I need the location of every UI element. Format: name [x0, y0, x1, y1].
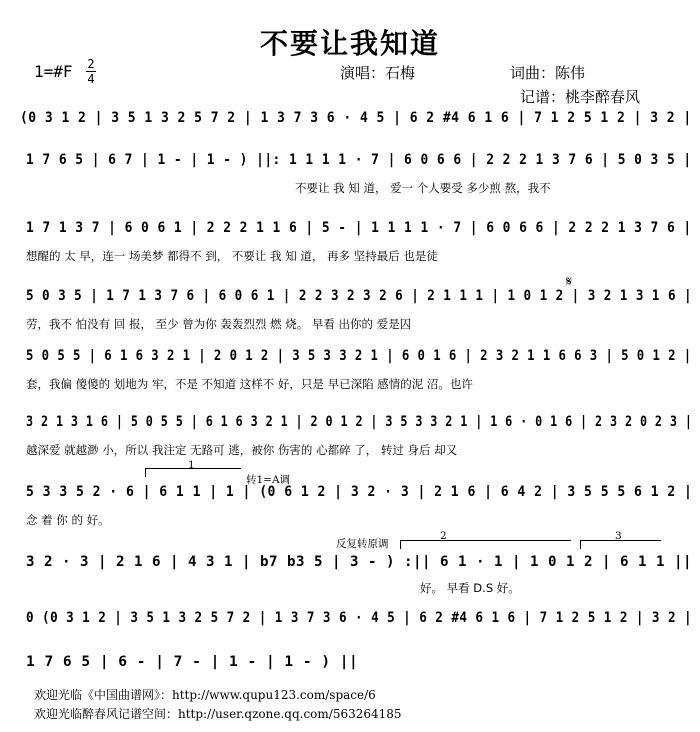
modulation-marker: 转1=A调 [246, 474, 291, 486]
footer-link-qupu[interactable]: 欢迎光临《中国曲谱网》：http://www.qupu123.com/space/6 [34, 688, 376, 702]
lyrics-row-6: 越深爱 就越渺 小，所以 我注定 无路可 逃，被你 伤害的 心都碎 了， 转过 身后 却又 [26, 443, 458, 457]
lyrics-row-5: 套，我偏 傻傻的 划地为 牢，不是 不知道 这样不 好，只是 早已深陷 感情的泥 沼。也许 [26, 377, 473, 391]
score-row-4: 5 0 3 5 | 1 7 1 3 7 6 | 6 0 6 1 | 2 2 3 2 3 2 6 | 2 1 1 1 | 1 0 1 2 | 3 2 1 3 1 6 | [26, 288, 693, 304]
score-row-3: 1 7 1 3 7 | 6 0 6 1 | 2 2 2 1 1 6 | 5 - | 1 1 1 1 · 7 | 6 0 6 6 | 2 2 2 1 3 7 6 | [26, 220, 692, 236]
lyrics-row-3: 想醒的 太 早，连一 场美梦 都得不 到， 不要让 我 知 道， 再多 坚持最后 也是徒 [26, 249, 438, 263]
return-original-key-marker: 反复转原调 [336, 538, 389, 550]
composer-credit: 词曲：陈伟 [510, 64, 586, 82]
lyrics-row-7: 念 着 你 的 好。 [26, 513, 110, 527]
score-row-6: 3 2 1 3 1 6 | 5 0 5 5 | 6 1 6 3 2 1 | 2 0 1 2 | 3 5 3 3 2 1 | 1 6 · 0 1 6 | 2 3 2 0 2 3 | [26, 414, 693, 430]
footer-link-qzone[interactable]: 欢迎光临醉春风记谱空间：http://user.qzone.qq.com/563264185 [34, 707, 402, 721]
volta-number-3: 3 [615, 530, 622, 542]
lyrics-row-8: 好。 早看 D.S 好。 [420, 581, 520, 595]
volta-bracket-2 [400, 540, 571, 549]
score-row-5: 5 0 5 5 | 6 1 6 3 2 1 | 2 0 1 2 | 3 5 3 3 2 1 | 6 0 1 6 | 2 3 2 1 1 6 6 3 | 5 0 1 2 | [26, 348, 692, 364]
lyrics-row-2: 不要让 我 知 道， 爱一 个人要受 多少煎 熬，我不 [295, 181, 551, 195]
singer-credit: 演唱：石梅 [340, 64, 416, 82]
volta-number-2: 2 [440, 530, 447, 542]
score-row-10: 1 7 6 5 | 6 - | 7 - | 1 - | 1 - ) || [26, 654, 359, 670]
score-row-9: 0 (0 3 1 2 | 3 5 1 3 2 5 7 2 | 1 3 7 3 6 · 4 5 | 6 2 #4 6 1 6 | 7 1 2 5 1 2 | 3 2 | [26, 610, 693, 626]
score-row-1: (0 3 1 2 | 3 5 1 3 2 5 7 2 | 1 3 7 3 6 · 4 5 | 6 2 #4 6 1 6 | 7 1 2 5 1 2 | 3 2 | [20, 110, 692, 126]
transcriber-credit: 记谱：桃李醉春风 [520, 88, 641, 106]
key-signature: 1=#F [34, 62, 73, 81]
segno-sign: 𝄋 [566, 274, 573, 290]
song-title: 不要让我知道 [259, 27, 440, 60]
score-row-7: 5 3 3 5 2 · 6 | 6 1 1 | 1 | (0 6 1 2 | 3 2 · 3 | 2 1 6 | 6 4 2 | 3 5 5 5 6 1 2 | [26, 484, 693, 500]
volta-number-1: 1 [188, 459, 195, 471]
time-signature [86, 58, 96, 85]
score-row-8: 3 2 · 3 | 2 1 6 | 4 3 1 | b7 b3 5 | 3 - ) :|| 6 1 · 1 | 1 0 1 2 | 6 1 1 || [26, 554, 693, 570]
lyrics-row-4: 劳，我不 怕没有 回 报， 至少 曾为你 轰轰烈烈 燃 烧。 早看 出你的 爱是囚 [26, 317, 412, 331]
time-signature-bottom: 4 [87, 72, 95, 86]
time-signature-top: 2 [87, 57, 95, 71]
score-row-2: 1 7 6 5 | 6 7 | 1 - | 1 - ) ||: 1 1 1 1 · 7 | 6 0 6 6 | 2 2 2 1 3 7 6 | 5 0 3 5 | [26, 152, 692, 168]
